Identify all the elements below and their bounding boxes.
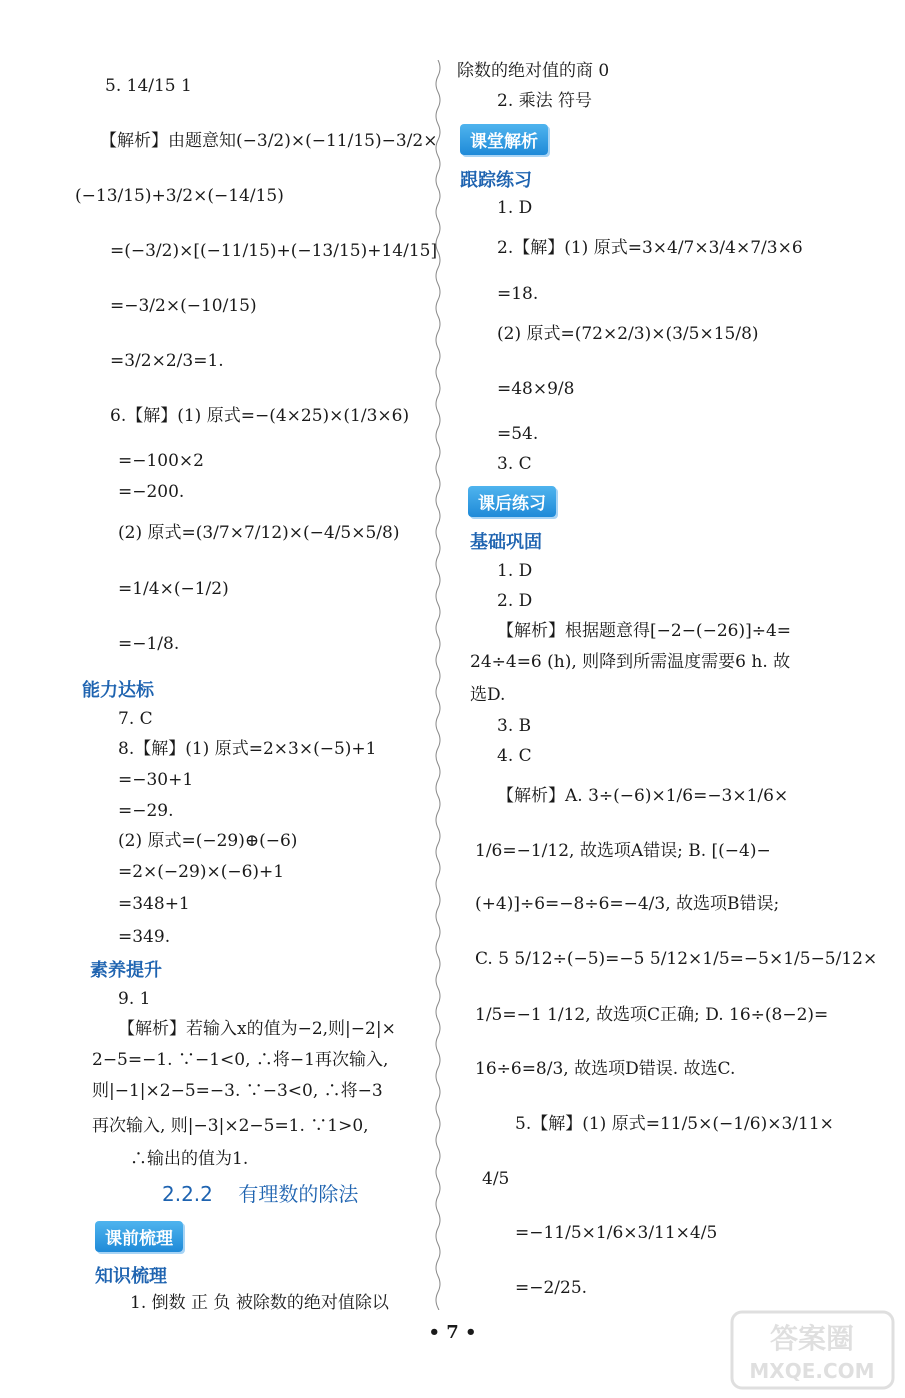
answer-line: C. 5 5/12÷(−5)=−5 5/12×1/5=−5×1/5−5/12×	[475, 949, 878, 969]
answer-line: 【解析】若输入x的值为−2,则|−2|×	[118, 1019, 396, 1039]
answer-line: 1/5=−1 1/12, 故选项C正确; D. 16÷(8−2)=	[475, 1005, 829, 1025]
section-title	[162, 1178, 358, 1207]
answer-line: =−200.	[118, 482, 185, 502]
answer-line: =−11/5×1/6×3/11×4/5	[515, 1223, 718, 1243]
subsection-heading: 基础巩固	[470, 532, 542, 553]
answer-line: 4. C	[497, 746, 532, 766]
answer-line: 24÷4=6 (h), 则降到所需温度需要6 h. 故	[470, 652, 791, 672]
answer-line: 再次输入, 则|−3|×2−5=1. ∵1>0,	[92, 1116, 369, 1136]
answer-line: 除数的绝对值的商 0	[457, 61, 610, 81]
answer-line: =3/2×2/3=1.	[110, 351, 224, 371]
page-number: • 7 •	[428, 1322, 477, 1343]
svg-text:MXQE.COM: MXQE.COM	[749, 1359, 875, 1383]
watermark-logo	[730, 1310, 895, 1390]
answer-line: =−30+1	[118, 770, 194, 790]
answer-line: =−100×2	[118, 451, 204, 471]
answer-line: 选D.	[470, 685, 506, 705]
answer-line: (2) 原式=(72×2/3)×(3/5×15/8)	[497, 324, 759, 344]
svg-text:答案圈: 答案圈	[769, 1322, 855, 1355]
section-name: 有理数的除法	[238, 1182, 359, 1206]
answer-line: =(−3/2)×[(−11/15)+(−13/15)+14/15]	[110, 241, 438, 261]
answer-line: 5. 14/15 1	[105, 76, 192, 96]
answer-line: 【解析】由题意知(−3/2)×(−11/15)−3/2×	[100, 131, 438, 151]
answer-line: 2. 乘法 符号	[497, 91, 593, 111]
answer-line: =48×9/8	[497, 379, 575, 399]
column-divider	[433, 60, 443, 1310]
answer-line: 1/6=−1/12, 故选项A错误; B. [(−4)−	[475, 841, 771, 861]
answer-line: 9. 1	[118, 989, 151, 1009]
answer-line: 2−5=−1. ∵−1<0, ∴将−1再次输入,	[92, 1050, 389, 1070]
section-badge: 课前梳理	[95, 1221, 183, 1252]
answer-line: 2. D	[497, 591, 533, 611]
section-badge: 课堂解析	[460, 124, 548, 155]
subsection-heading: 跟踪练习	[460, 170, 532, 191]
answer-line: 6.【解】(1) 原式=−(4×25)×(1/3×6)	[110, 406, 410, 426]
answer-line: 【解析】A. 3÷(−6)×1/6=−3×1/6×	[497, 786, 789, 806]
section-badge: 课后练习	[468, 486, 556, 517]
answer-line: (2) 原式=(3/7×7/12)×(−4/5×5/8)	[118, 523, 400, 543]
answer-line: 8.【解】(1) 原式=2×3×(−5)+1	[118, 739, 377, 759]
answer-line: 16÷6=8/3, 故选项D错误. 故选C.	[475, 1059, 736, 1079]
answer-line: 1. D	[497, 561, 533, 581]
answer-line: =−2/25.	[515, 1278, 588, 1298]
section-number: 2.2.2	[162, 1182, 213, 1206]
answer-line: 7. C	[118, 709, 153, 729]
answer-line: =54.	[497, 424, 539, 444]
answer-line: (+4)]÷6=−8÷6=−4/3, 故选项B错误;	[475, 894, 780, 914]
answer-line: =−1/8.	[118, 634, 180, 654]
answer-line: ∴输出的值为1.	[130, 1149, 249, 1169]
answer-line: 4/5	[482, 1169, 510, 1189]
answer-line: 1. 倒数 正 负 被除数的绝对值除以	[130, 1293, 389, 1313]
subsection-heading: 能力达标	[82, 680, 154, 701]
answer-line: 【解析】根据题意得[−2−(−26)]÷4=	[497, 621, 792, 641]
answer-line: (−13/15)+3/2×(−14/15)	[75, 186, 284, 206]
answer-line: =1/4×(−1/2)	[118, 579, 229, 599]
subsection-heading: 素养提升	[90, 960, 162, 981]
answer-line: =348+1	[118, 894, 190, 914]
answer-line: 3. B	[497, 716, 532, 736]
answer-line: =2×(−29)×(−6)+1	[118, 862, 285, 882]
subsection-heading: 知识梳理	[95, 1266, 167, 1287]
answer-line: =−29.	[118, 801, 174, 821]
answer-line: 1. D	[497, 198, 533, 218]
answer-line: (2) 原式=(−29)⊕(−6)	[118, 831, 298, 851]
answer-line: 3. C	[497, 454, 532, 474]
answer-line: =−3/2×(−10/15)	[110, 296, 257, 316]
answer-line: =349.	[118, 927, 171, 947]
answer-line: 则|−1|×2−5=−3. ∵−3<0, ∴将−3	[92, 1081, 383, 1101]
answer-line: =18.	[497, 284, 539, 304]
answer-line: 2.【解】(1) 原式=3×4/7×3/4×7/3×6	[497, 238, 803, 258]
answer-line: 5.【解】(1) 原式=11/5×(−1/6)×3/11×	[515, 1114, 834, 1134]
